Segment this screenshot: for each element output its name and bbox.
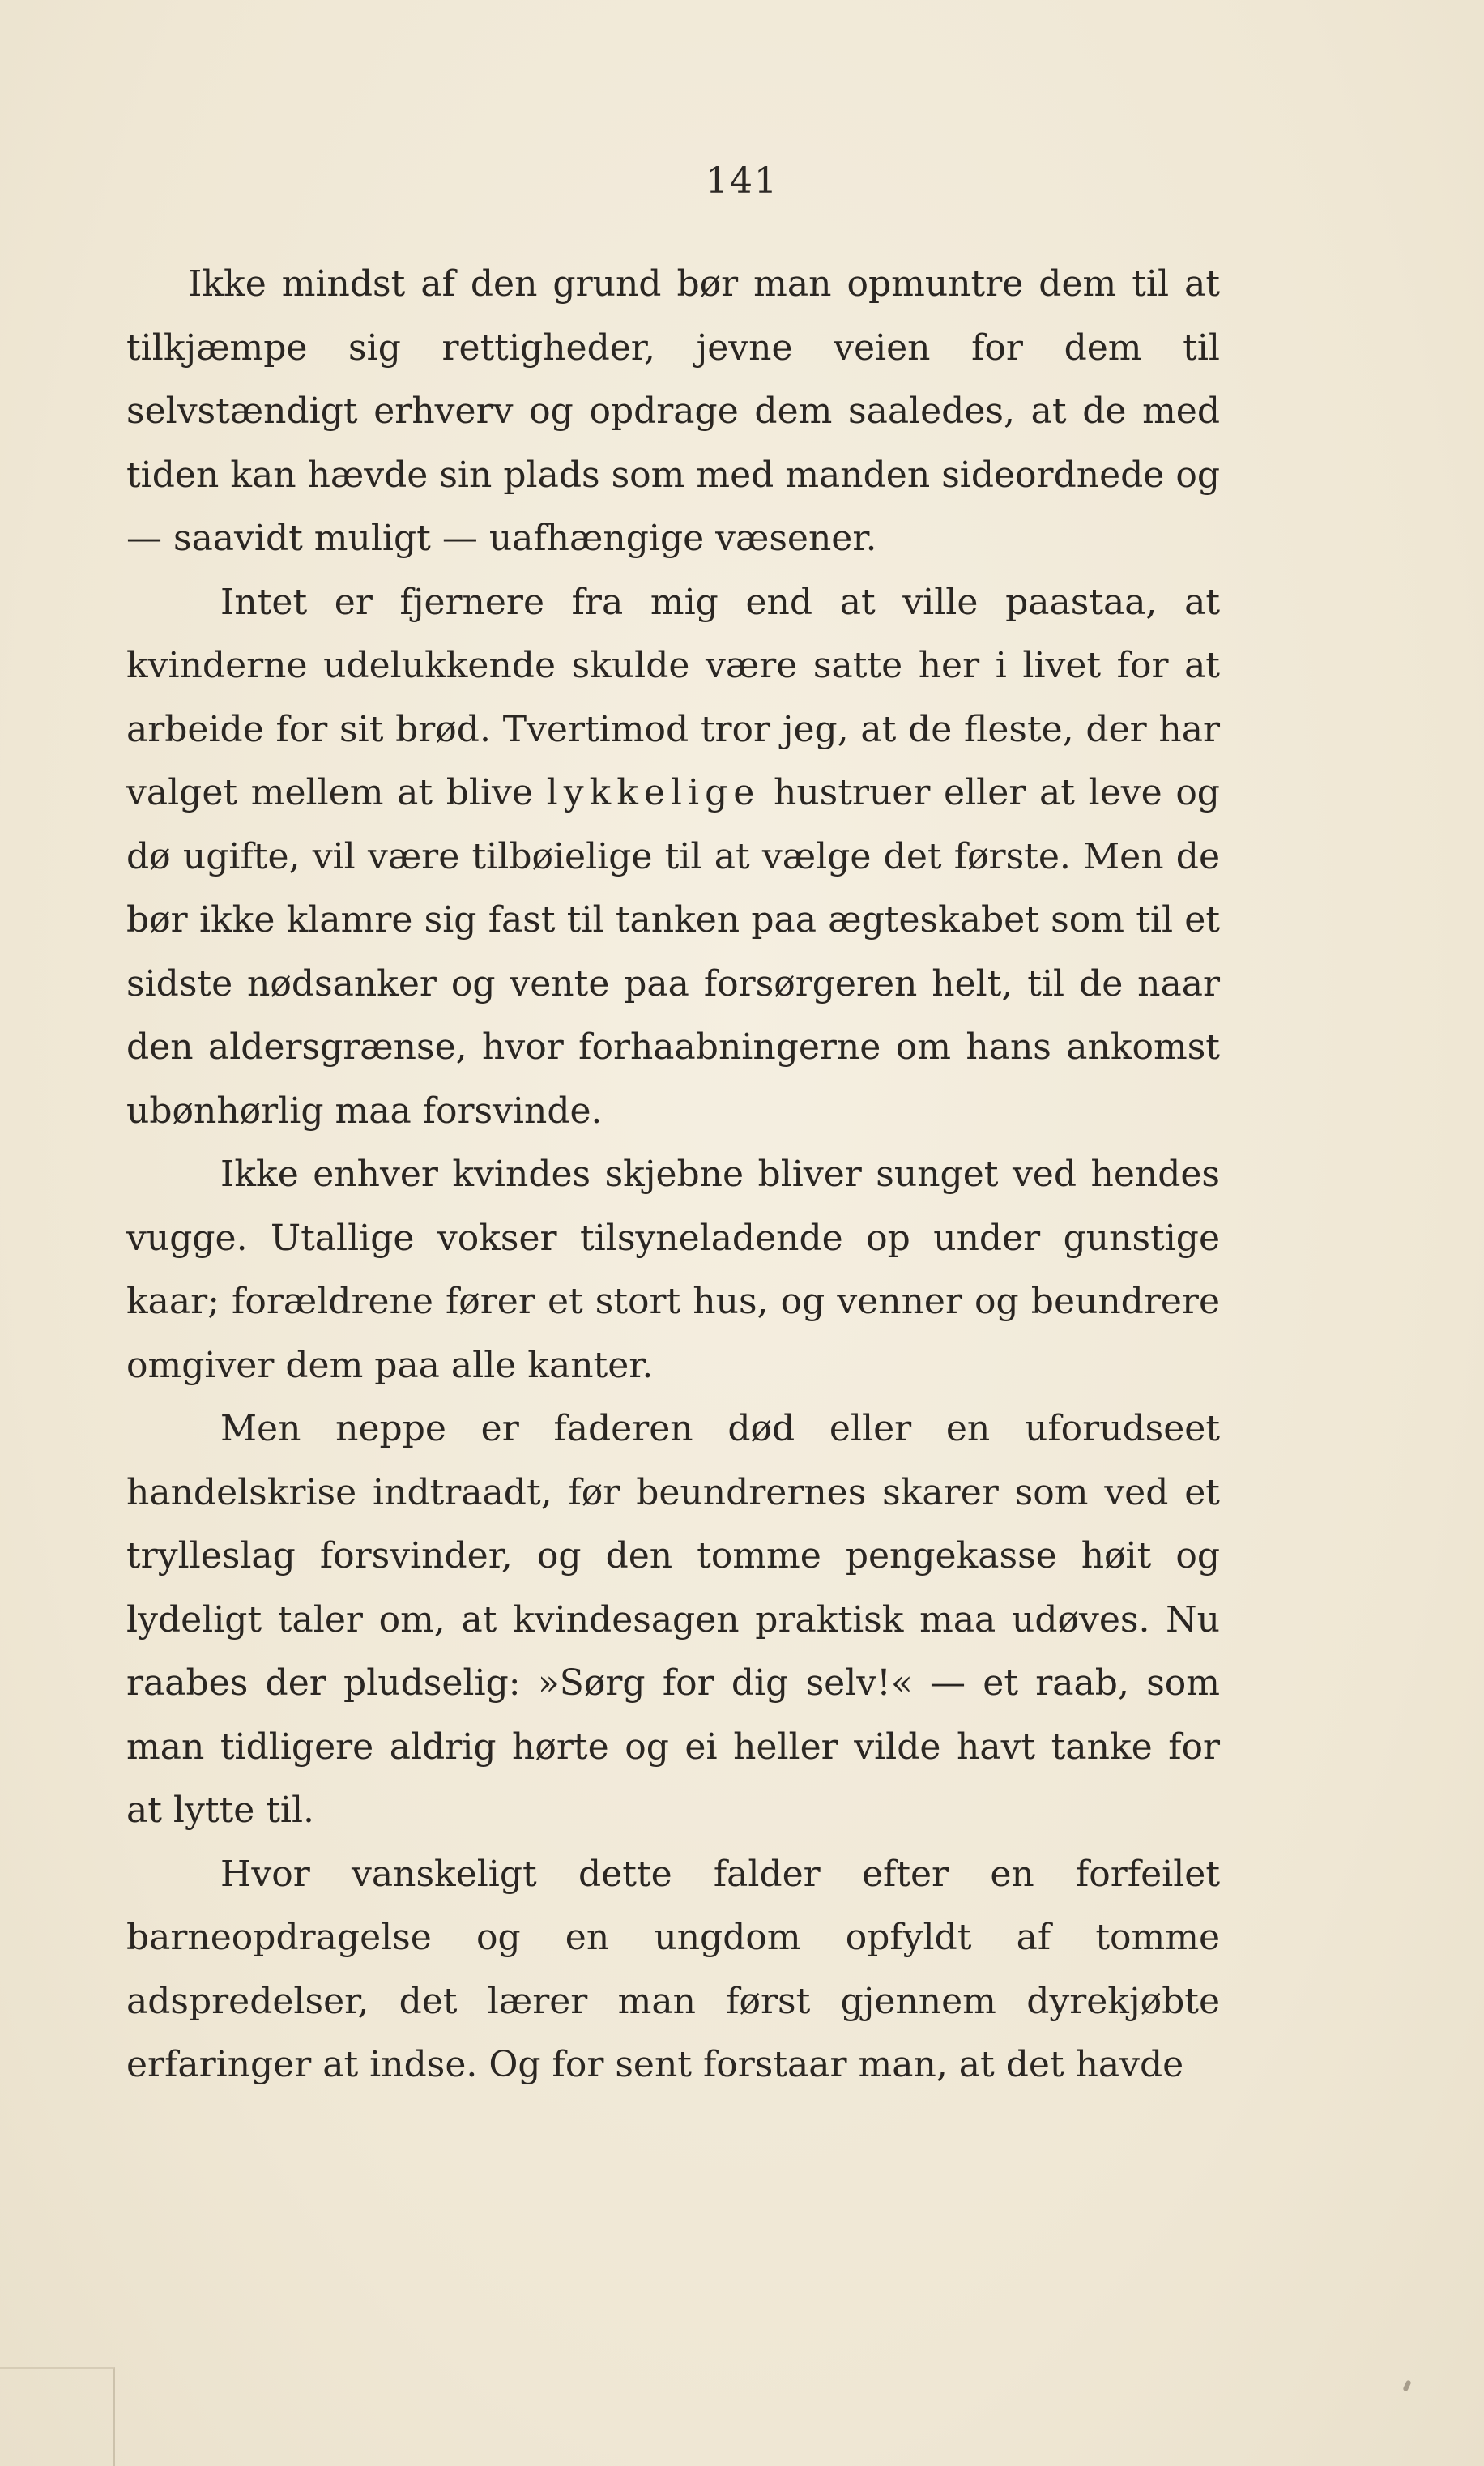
paragraph-2 (126, 571, 1220, 1144)
paragraph-3 (126, 1143, 1220, 1397)
paragraph-text: Ikke enhver kvindes skjebne bliver sunget ved hendes vugge. Utallige vokser tilsyneladende op under gunstige kaar; forældrene fører et stort hus, og venner og beundrere omgiver dem paa alle kanter. (126, 1154, 1220, 1386)
paragraph-text: Intet er fjernere fra mig end at ville paastaa, at kvinderne udelukkende skulde være satte her i livet for at arbeide for sit brød. Tvertimod tror jeg, at de fleste, der har valget mellem at blive (126, 581, 1220, 813)
paper-speck (1402, 2379, 1411, 2391)
paragraph-text: Hvor vanskeligt dette falder efter en forfeilet barneopdragelse og en ungdom opfyldt af tomme adspredelser, det lærer man først gjennem dyrekjøbte erfaringer at indse. Og for sent forstaar man, at det havde (126, 1853, 1220, 2085)
paragraph-text: hustruer eller at leve og dø ugifte, vil være tilbøielige til at vælge det første. Men de bør ikke klamre sig fast til tanken paa ægteskabet som til et sidste nødsanker og vente paa forsørgeren helt, til de naar den aldersgrænse, hvor forhaabningerne om hans ankomst ubønhørlig maa forsvinde. (126, 772, 1220, 1132)
scan-corner-mark (0, 2367, 115, 2466)
page-number: 141 (706, 160, 778, 202)
emphasized-word: lykkelige (546, 772, 761, 813)
body-text (126, 253, 1220, 2097)
paragraph-1 (126, 253, 1220, 571)
paragraph-text: Ikke mindst af den grund bør man opmuntre dem til at tilkjæmpe sig rettigheder, jevne veien for dem til selvstændigt erhverv og opdrage dem saaledes, at de med tiden kan hævde sin plads som med manden sideordnede og — saavidt muligt — uafhængige væsener. (126, 263, 1220, 559)
paragraph-5 (126, 1843, 1220, 2097)
paragraph-4 (126, 1397, 1220, 1843)
paragraph-text: Men neppe er faderen død eller en uforudseet handelskrise indtraadt, før beundrernes skarer som ved et trylleslag forsvinder, og den tomme pengekasse høit og lydeligt taler om, at kvindesagen praktisk maa udøves. Nu raabes der pludselig: »Sørg for dig selv!« — et raab, som man tidligere aldrig hørte og ei heller vilde havt tanke for at lytte til. (126, 1408, 1220, 1831)
